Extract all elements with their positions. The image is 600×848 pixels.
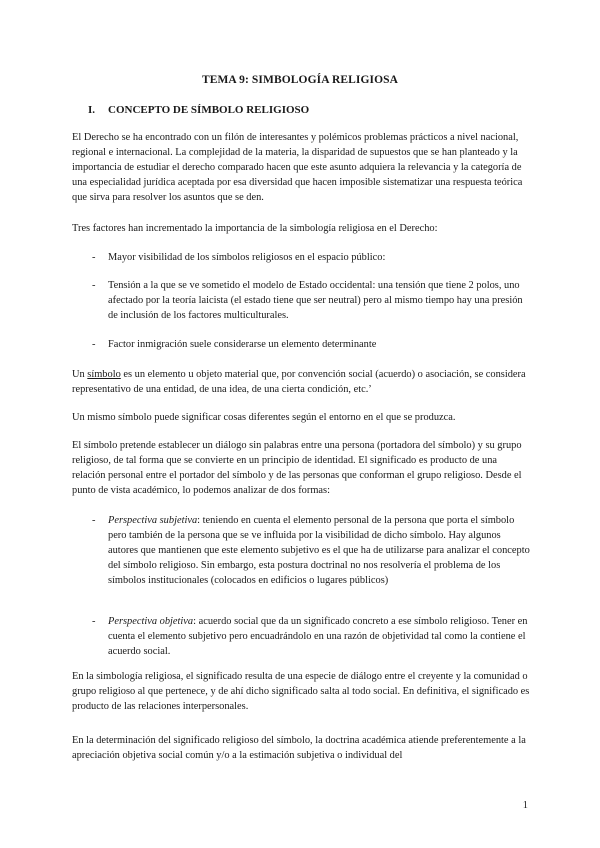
list-dash: - <box>92 280 96 291</box>
definition-text: es un elemento u objeto material que, por convención social (acuerdo) o asociación, se considera representativo de una entidad, de una idea, de una cierta condición, etc.’ <box>72 369 526 395</box>
definition-prefix: Un <box>72 369 88 380</box>
paragraph-dialogue: El símbolo pretende establecer un diálogo sin palabras entre una persona (portadora del símbolo) y su grupo religioso, de tal forma que se convierte en un principio de identidad. El significado es producto de una relación personal entre el portador del símbolo y de las personas que conforman el grupo religioso. Desde el punto de vista académico, lo podemos analizar de dos formas: <box>72 440 522 496</box>
paragraph-same-symbol: Un mismo símbolo puede significar cosas diferentes según el entorno en el que se produzca. <box>72 412 456 423</box>
paragraph-symbol-definition <box>72 367 530 397</box>
term-subjective-perspective: Perspectiva subjetiva <box>108 515 198 526</box>
list-item-text: Mayor visibilidad de los símbolos religiosos en el espacio público: <box>108 252 386 263</box>
list-item-factor-1 <box>92 250 530 265</box>
underlined-term-simbolo: símbolo <box>87 369 121 380</box>
list-item-subjective <box>92 513 530 588</box>
list-dash: - <box>92 515 96 526</box>
paragraph-religious-symbology: En la simbología religiosa, el significado resulta de una especie de diálogo entre el creyente y la comunidad o grupo religioso al que pertenece, y de ahí dicho significado salta al todo social. En definitiva, el significado es producto de las relaciones interpersonales. <box>72 671 530 712</box>
document-title: TEMA 9: SIMBOLOGÍA RELIGIOSA <box>201 74 399 86</box>
paragraph-determination: En la determinación del significado religioso del símbolo, la doctrina académica atiende preferentemente a la apreciación objetiva social común y/o a la estimación subjetiva o individual del <box>72 735 526 761</box>
list-item-text: Tensión a la que se ve sometido el modelo de Estado occidental: una tensión que tiene 2 polos, uno afectado por la teoría laicista (el estado tiene que ser neutral) pero al mismo tiempo hay una presión de inclusión de los factores multiculturales. <box>108 280 523 321</box>
term-objective-perspective: Perspectiva objetiva <box>108 616 194 627</box>
list-dash: - <box>92 616 96 627</box>
list-item-text: Factor inmigración suele considerarse un elemento determinante <box>108 339 377 350</box>
list-item-text: : teniendo en cuenta el elemento personal de la persona que porta el símbolo pero también de la persona que se ve influida por la visibilidad de dicho símbolo. Hay algunos autores que mantienen que este elemento subjetivo es el que ha de utilizarse para analizar el concepto del símbolo religioso. Sin embargo, esta postura doctrinal no nos resolvería el problema de los símbolos institucionales (colocados en edificios o lugares públicos) <box>108 515 530 586</box>
list-item-objective <box>92 614 530 659</box>
list-dash: - <box>92 252 96 263</box>
list-dash: - <box>92 339 96 350</box>
page-number: 1 <box>522 800 528 811</box>
section-number: I. <box>88 104 96 116</box>
list-item-factor-2 <box>92 278 530 323</box>
section-heading <box>88 104 309 116</box>
section-label: CONCEPTO DE SÍMBOLO RELIGIOSO <box>108 104 310 116</box>
list-item-text: : acuerdo social que da un significado concreto a ese símbolo religioso. Tener en cuenta el elemento subjetivo pero encuadrándolo en una razón de objetividad tal como la contiene el acuerdo social. <box>108 616 528 657</box>
paragraph-intro: El Derecho se ha encontrado con un filón de interesantes y polémicos problemas prácticos a nivel nacional, regional e internacional. La complejidad de la materia, la disparidad de supuestos que se han planteado y la importancia de estudiar el derecho comparado hacen que este asunto adquiera la relevancia y la categoría de una especialidad jurídica aceptada por esa diversidad que hacen imposible sistematizar una respuesta teórica que sirva para resolver los asuntos que se den. <box>72 132 523 203</box>
list-item-factor-3 <box>92 337 530 352</box>
paragraph-factors-intro: Tres factores han incrementado la importancia de la simbología religiosa en el Derecho: <box>72 223 438 234</box>
